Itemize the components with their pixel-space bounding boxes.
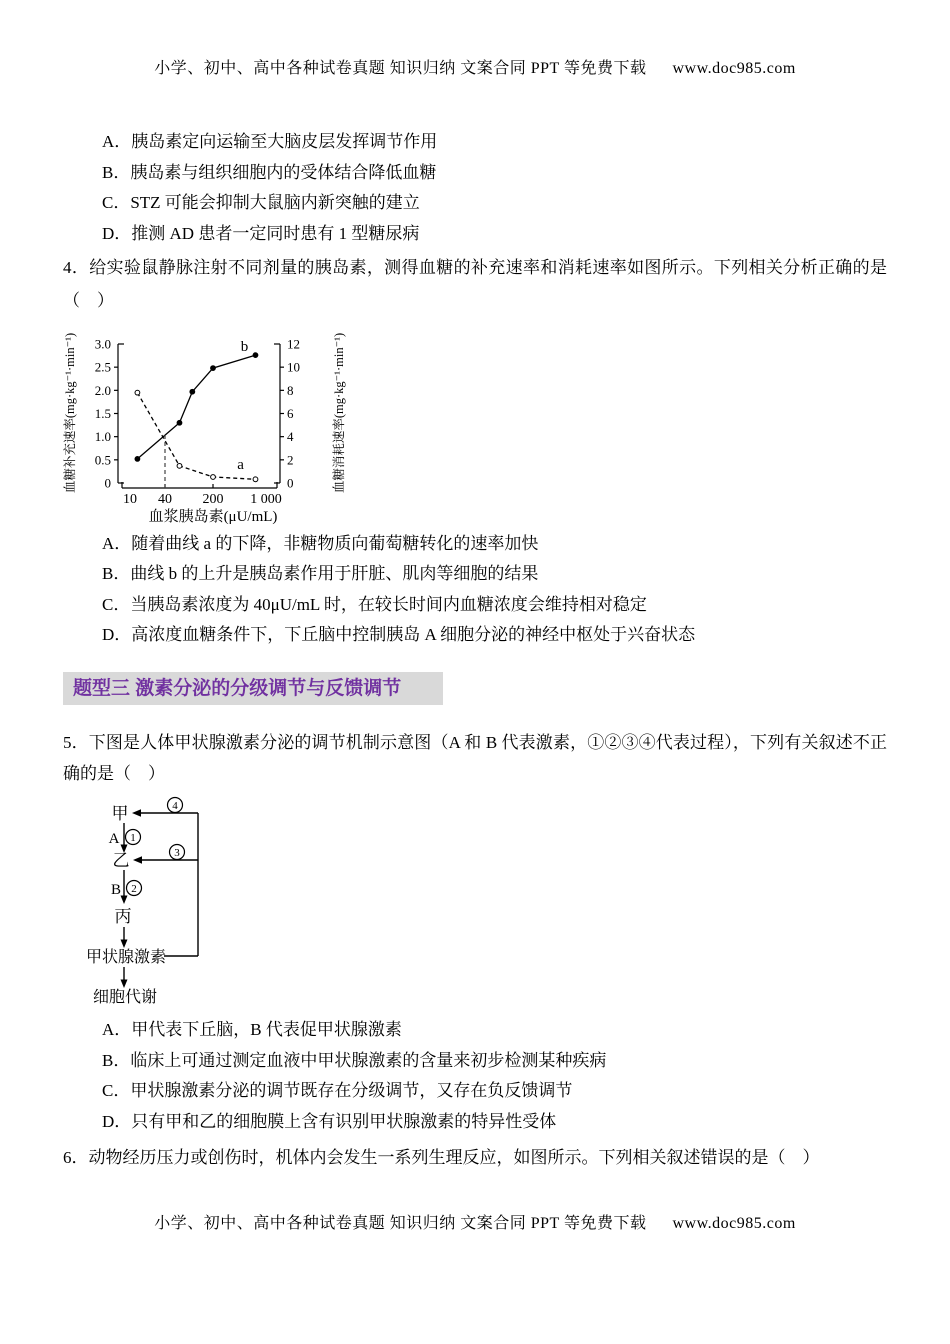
header-url: www.doc985.com	[672, 60, 796, 77]
svg-text:2: 2	[287, 452, 294, 468]
svg-text:丙: 丙	[114, 907, 132, 926]
q3-option-c: C．STZ 可能会抑制大鼠脑内新突触的建立	[102, 193, 420, 212]
q5-option-a: A．甲代表下丘脑，B 代表促甲状腺激素	[102, 1020, 402, 1039]
insulin-chart	[63, 325, 355, 530]
svg-text:2.5: 2.5	[94, 359, 111, 375]
svg-text:A: A	[108, 831, 120, 847]
svg-text:b: b	[240, 338, 249, 355]
footer-text: 小学、初中、高中各种试卷真题 知识归纳 文案合同 PPT 等免费下载	[154, 1215, 647, 1232]
q5-options	[102, 1015, 606, 1137]
svg-text:1 000: 1 000	[250, 492, 282, 507]
svg-text:1.0: 1.0	[94, 429, 111, 445]
q5-option-c: C．甲状腺激素分泌的调节既存在分级调节，又存在负反馈调节	[102, 1081, 573, 1101]
svg-text:3: 3	[174, 847, 180, 859]
svg-text:10: 10	[287, 359, 300, 375]
q5-diagram	[80, 796, 250, 1025]
q4-options	[102, 529, 695, 651]
svg-text:10: 10	[123, 492, 137, 507]
q4-option-d: D．高浓度血糖条件下，下丘脑中控制胰岛 A 细胞分泌的神经中枢处于兴奋状态	[102, 625, 696, 645]
q3-options	[102, 127, 437, 249]
q5-option-b: B．临床上可通过测定血液中甲状腺激素的含量来初步检测某种疾病	[102, 1050, 607, 1070]
q5-option-d: D．只有甲和乙的细胞膜上含有识别甲状腺激素的特异性受体	[102, 1111, 557, 1131]
page-footer	[0, 1210, 950, 1233]
svg-text:0.5: 0.5	[94, 452, 111, 468]
section-title: 题型三 激素分泌的分级调节与反馈调节	[63, 672, 443, 705]
svg-text:2: 2	[131, 883, 137, 895]
svg-text:12: 12	[287, 336, 300, 352]
svg-text:甲: 甲	[111, 804, 129, 823]
svg-text:a: a	[237, 457, 244, 474]
svg-text:2.0: 2.0	[94, 382, 111, 398]
q4-option-c: C．当胰岛素浓度为 40μU/mL 时，在较长时间内血糖浓度会维持相对稳定	[102, 594, 647, 614]
q5-stem: 5．下图是人体甲状腺激素分泌的调节机制示意图（A 和 B 代表激素，①②③④代表过程），下列有关叙述不正确的是（ ）	[63, 733, 887, 783]
header-text: 小学、初中、高中各种试卷真题 知识归纳 文案合同 PPT 等免费下载	[154, 60, 647, 77]
svg-text:血糖补充速率(mg·kg⁻¹·min⁻¹): 血糖补充速率(mg·kg⁻¹·min⁻¹)	[63, 332, 77, 494]
q4-option-a: A．随着曲线 a 的下降，非糖物质向葡萄糖转化的速率加快	[102, 534, 539, 553]
q4-stem: 4．给实验鼠静脉注射不同剂量的胰岛素，测得血糖的补充速率和消耗速率如图所示。下列相关分析正确的是（ ）	[63, 258, 887, 310]
q3-option-d: D．推测 AD 患者一定同时患有 1 型糖尿病	[102, 223, 420, 243]
svg-text:B: B	[110, 882, 122, 898]
svg-text:血糖消耗速率(mg·kg⁻¹·min⁻¹): 血糖消耗速率(mg·kg⁻¹·min⁻¹)	[332, 332, 346, 494]
q3-option-a: A．胰岛素定向运输至大脑皮层发挥调节作用	[102, 132, 438, 151]
chart-axes	[114, 344, 284, 488]
series-b	[135, 339, 258, 461]
page-header	[0, 55, 950, 78]
svg-text:4: 4	[172, 800, 178, 812]
svg-text:1.5: 1.5	[94, 406, 111, 421]
svg-text:8: 8	[287, 382, 294, 398]
q4-option-b: B．曲线 b 的上升是胰岛素作用于肝脏、肌肉等细胞的结果	[102, 564, 539, 584]
svg-text:乙: 乙	[112, 851, 130, 870]
svg-text:6: 6	[287, 406, 294, 421]
svg-text:血浆胰岛素(μU/mL): 血浆胰岛素(μU/mL)	[148, 509, 278, 525]
series-a	[135, 390, 258, 481]
svg-text:甲状腺激素: 甲状腺激素	[85, 949, 167, 966]
q6-stem: 6．动物经历压力或创伤时，机体内会发生一系列生理反应，如图所示。下列相关叙述错误的是（ ）	[63, 1148, 820, 1167]
svg-text:4: 4	[287, 429, 294, 445]
svg-text:1: 1	[130, 832, 136, 844]
svg-text:200: 200	[202, 492, 224, 507]
thyroid-regulation-diagram	[80, 796, 250, 1020]
svg-text:0: 0	[287, 475, 294, 491]
q4-chart	[63, 325, 355, 535]
svg-text:细胞代谢: 细胞代谢	[92, 989, 158, 1006]
svg-text:40: 40	[158, 492, 172, 507]
svg-text:3.0: 3.0	[94, 336, 111, 352]
footer-url: www.doc985.com	[672, 1215, 796, 1232]
svg-text:0: 0	[104, 475, 111, 491]
q3-option-b: B．胰岛素与组织细胞内的受体结合降低血糖	[102, 162, 437, 182]
